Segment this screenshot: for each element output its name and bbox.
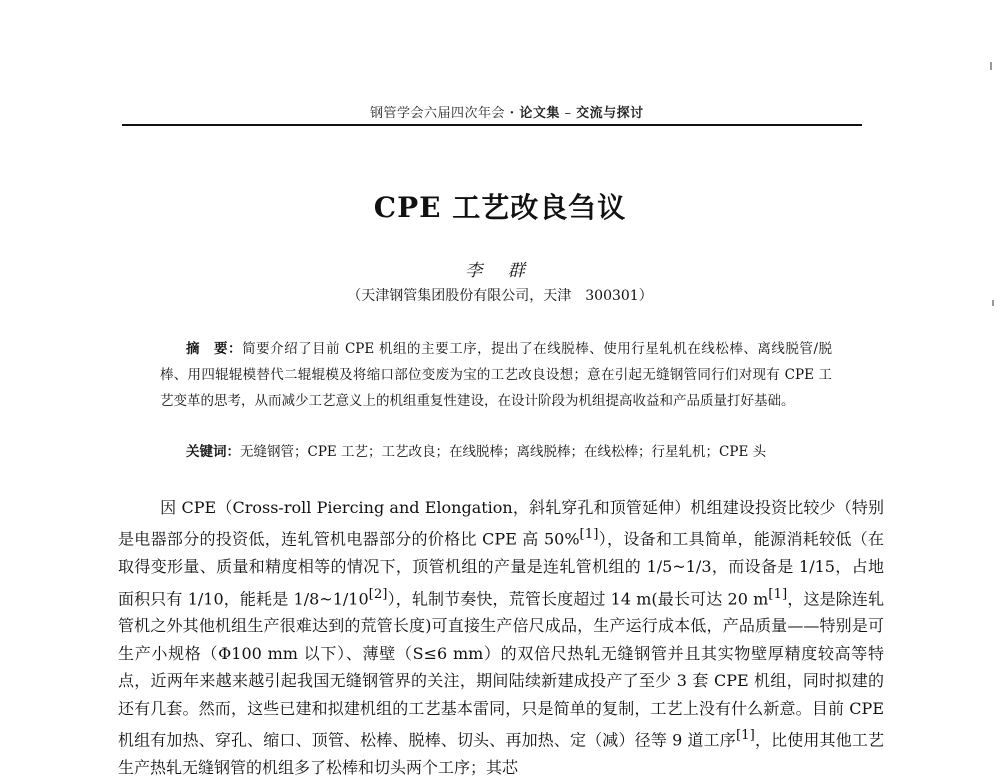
header-rule	[122, 124, 862, 126]
author-affiliation: （天津钢管集团股份有限公司，天津 300301）	[347, 288, 653, 304]
running-header	[370, 102, 644, 121]
keywords-label: 关键词：	[186, 444, 240, 460]
body-text-part-2: ），设备和工具简单，能源消耗较低（在取得变形量、质量和精度相等的情况下，顶管机组的产量是连轧管机组的 1/5~1/3，而设备是 1/15，占地面积只有 1/10，能耗是 1/8~1/10	[118, 529, 884, 608]
body-text-part-1: 因 CPE（Cross-roll Piercing and Elongation，斜轧穿孔和顶管延伸）机组建设投资比较少（特别是电器部分的投资低，连轧管机电器部分的价格比 CPE 高 50%	[118, 498, 884, 549]
body-text-part-4: ，这是除连轧管机之外其他机组生产很难达到的荒管长度)可直接生产倍尺成品，生产运行成本低，产品质量——特别是可生产小规格（Φ100 mm 以下）、薄壁（S≤6 mm）的双倍尺热轧无缝钢管并且其实物壁厚精度较高等特点，近两年来越来越引起我国无缝钢管界的关注，期间陆续新建成投产了至少 3 套 CPE 机组，同时拟建的还有几套。然而，这些已建和拟建机组的工艺基本雷同，只是简单的复制，工艺上没有什么新意。目前 CPE 机组有加热、穿孔、缩口、顶管、松棒、脱棒、切头、再加热、定（减）径等 9 道工序	[118, 588, 884, 750]
citation-1: [1]	[579, 527, 599, 543]
running-header-prefix: 钢管学会六届四次年会	[370, 106, 506, 121]
running-header-collection: 论文集	[519, 106, 560, 121]
body-paragraph	[118, 494, 884, 781]
running-header-section: 交流与探讨	[576, 106, 644, 121]
abstract-text: 简要介绍了目前 CPE 机组的主要工序，提出了在线脱棒、使用行星轧机在线松棒、离线脱管/脱棒、用四辊辊模替代二辊辊模及将缩口部位变废为宝的工艺改良设想；意在引起无缝钢管同行们对现有 CPE 工艺变革的思考，从而减少工艺意义上的机组重复性建设，在设计阶段为机组提高收益和产品质量打好基础。	[160, 341, 833, 409]
abstract	[160, 336, 832, 414]
scan-mark-middle	[992, 300, 994, 306]
author-name: 李 群	[465, 261, 535, 281]
keywords-text: 无缝钢管；CPE 工艺；工艺改良；在线脱棒；离线脱棒；在线松棒；行星轧机；CPE 头	[240, 444, 767, 460]
running-header-separator: ·	[509, 106, 515, 121]
running-header-dash: –	[564, 106, 577, 121]
scan-mark-top	[990, 62, 992, 70]
citation-4: [1]	[735, 727, 755, 743]
keywords	[186, 440, 846, 460]
abstract-label: 摘 要：	[186, 341, 243, 357]
body-text-part-5: ，比使用其他工艺生产热轧无缝钢管的机组多了松棒和切头两个工序；其芯	[118, 730, 884, 777]
citation-3: [1]	[768, 586, 788, 602]
body-text-part-3: ），轧制节奏快，荒管长度超过 14 m(最长可达 20 m	[387, 588, 769, 608]
citation-2: [2]	[368, 586, 388, 602]
paper-title: CPE 工艺改良刍议	[373, 191, 627, 224]
